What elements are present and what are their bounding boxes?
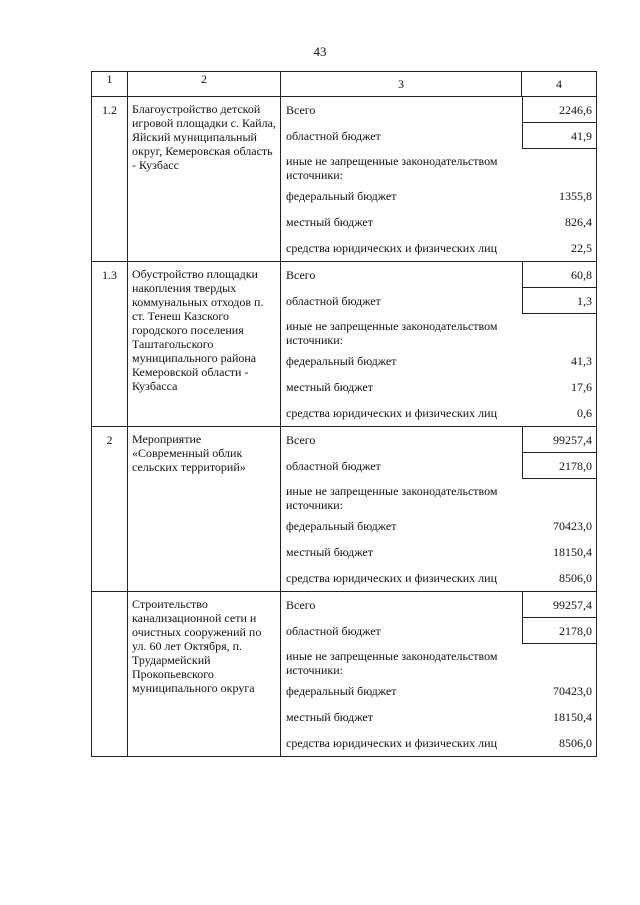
regional-budget-label: областной бюджет (286, 129, 381, 143)
regional-budget-label: областной бюджет (286, 459, 381, 473)
total-line (281, 427, 596, 453)
other-sources-label: иные не запрещенные законодательством источники: (286, 154, 498, 182)
other-sources-label: иные не запрещенные законодательством источники: (286, 649, 498, 677)
private-funds-value: 0,6 (577, 406, 592, 420)
activity-name: Мероприятие «Современный облик сельских территорий» (128, 427, 281, 592)
regional-budget-value: 2178,0 (522, 453, 596, 479)
other-sources-label: иные не запрещенные законодательством источники: (286, 484, 498, 512)
local-budget-value: 18150,4 (553, 545, 592, 559)
federal-budget-line (281, 678, 596, 704)
local-budget-value: 17,6 (571, 380, 592, 394)
total-line (281, 592, 596, 618)
header-col-1: 1 (92, 72, 128, 97)
row-number (92, 592, 128, 757)
private-funds-label: средства юридических и физических лиц (286, 736, 498, 750)
row-number: 1.3 (92, 262, 128, 427)
federal-budget-value: 1355,8 (559, 189, 592, 203)
regional-budget-value: 1,3 (522, 288, 596, 314)
regional-budget-line (281, 618, 596, 644)
regional-budget-label: областной бюджет (286, 294, 381, 308)
total-value: 99257,4 (522, 427, 596, 453)
federal-budget-label: федеральный бюджет (286, 189, 397, 203)
private-funds-label: средства юридических и физических лиц (286, 241, 498, 255)
local-budget-label: местный бюджет (286, 215, 373, 229)
total-value: 2246,6 (522, 97, 596, 123)
total-label: Всего (286, 268, 316, 282)
table-row (92, 97, 597, 262)
row-number: 2 (92, 427, 128, 592)
regional-budget-line (281, 288, 596, 314)
federal-budget-line (281, 513, 596, 539)
private-funds-label: средства юридических и физических лиц (286, 406, 498, 420)
federal-budget-line (281, 183, 596, 209)
total-line (281, 97, 596, 123)
federal-budget-label: федеральный бюджет (286, 354, 397, 368)
header-col-2: 2 (128, 72, 281, 97)
local-budget-label: местный бюджет (286, 545, 373, 559)
total-label: Всего (286, 598, 316, 612)
row-number: 1.2 (92, 97, 128, 262)
activity-name: Строительство канализационной сети и очистных сооружений по ул. 60 лет Октября, п. Трудармейский Прокопьевского муниципального округа (128, 592, 281, 757)
other-sources-label: иные не запрещенные законодательством источники: (286, 319, 498, 347)
other-sources-line (281, 644, 596, 678)
page-number: 43 (313, 44, 327, 59)
federal-budget-value: 41,3 (571, 354, 592, 368)
other-sources-line (281, 479, 596, 513)
private-funds-line (281, 400, 596, 426)
activity-name: Обустройство площадки накопления твердых коммунальных отходов п. ст. Тенеш Казского городского поселения Таштагольского муниципального района Кемеровской области - Кузбасса (128, 262, 281, 427)
header-col-4: 4 (521, 72, 596, 96)
private-funds-line (281, 235, 596, 261)
federal-budget-label: федеральный бюджет (286, 519, 397, 533)
regional-budget-value: 2178,0 (522, 618, 596, 644)
local-budget-value: 18150,4 (553, 710, 592, 724)
total-value: 60,8 (522, 262, 596, 288)
header-col-3: 3 (398, 77, 404, 91)
other-sources-line (281, 314, 596, 348)
regional-budget-line (281, 123, 596, 149)
local-budget-line (281, 209, 596, 235)
regional-budget-line (281, 453, 596, 479)
local-budget-line (281, 704, 596, 730)
other-sources-line (281, 149, 596, 183)
local-budget-label: местный бюджет (286, 380, 373, 394)
local-budget-line (281, 374, 596, 400)
federal-budget-label: федеральный бюджет (286, 684, 397, 698)
budget-table (91, 71, 597, 757)
table-header-row (92, 72, 597, 97)
private-funds-value: 8506,0 (559, 736, 592, 750)
local-budget-label: местный бюджет (286, 710, 373, 724)
activity-name: Благоустройство детской игровой площадки с. Кайла, Яйский муниципальный округ, Кемеровская область - Кузбасс (128, 97, 281, 262)
federal-budget-value: 70423,0 (553, 684, 592, 698)
private-funds-value: 8506,0 (559, 571, 592, 585)
federal-budget-line (281, 348, 596, 374)
table-row (92, 262, 597, 427)
private-funds-label: средства юридических и физических лиц (286, 571, 498, 585)
local-budget-value: 826,4 (565, 215, 592, 229)
regional-budget-label: областной бюджет (286, 624, 381, 638)
local-budget-line (281, 539, 596, 565)
table-row (92, 427, 597, 592)
total-value: 99257,4 (522, 592, 596, 618)
regional-budget-value: 41,9 (522, 123, 596, 149)
total-label: Всего (286, 103, 316, 117)
total-label: Всего (286, 433, 316, 447)
private-funds-line (281, 730, 596, 756)
private-funds-value: 22,5 (571, 241, 592, 255)
private-funds-line (281, 565, 596, 591)
table-row (92, 592, 597, 757)
federal-budget-value: 70423,0 (553, 519, 592, 533)
total-line (281, 262, 596, 288)
